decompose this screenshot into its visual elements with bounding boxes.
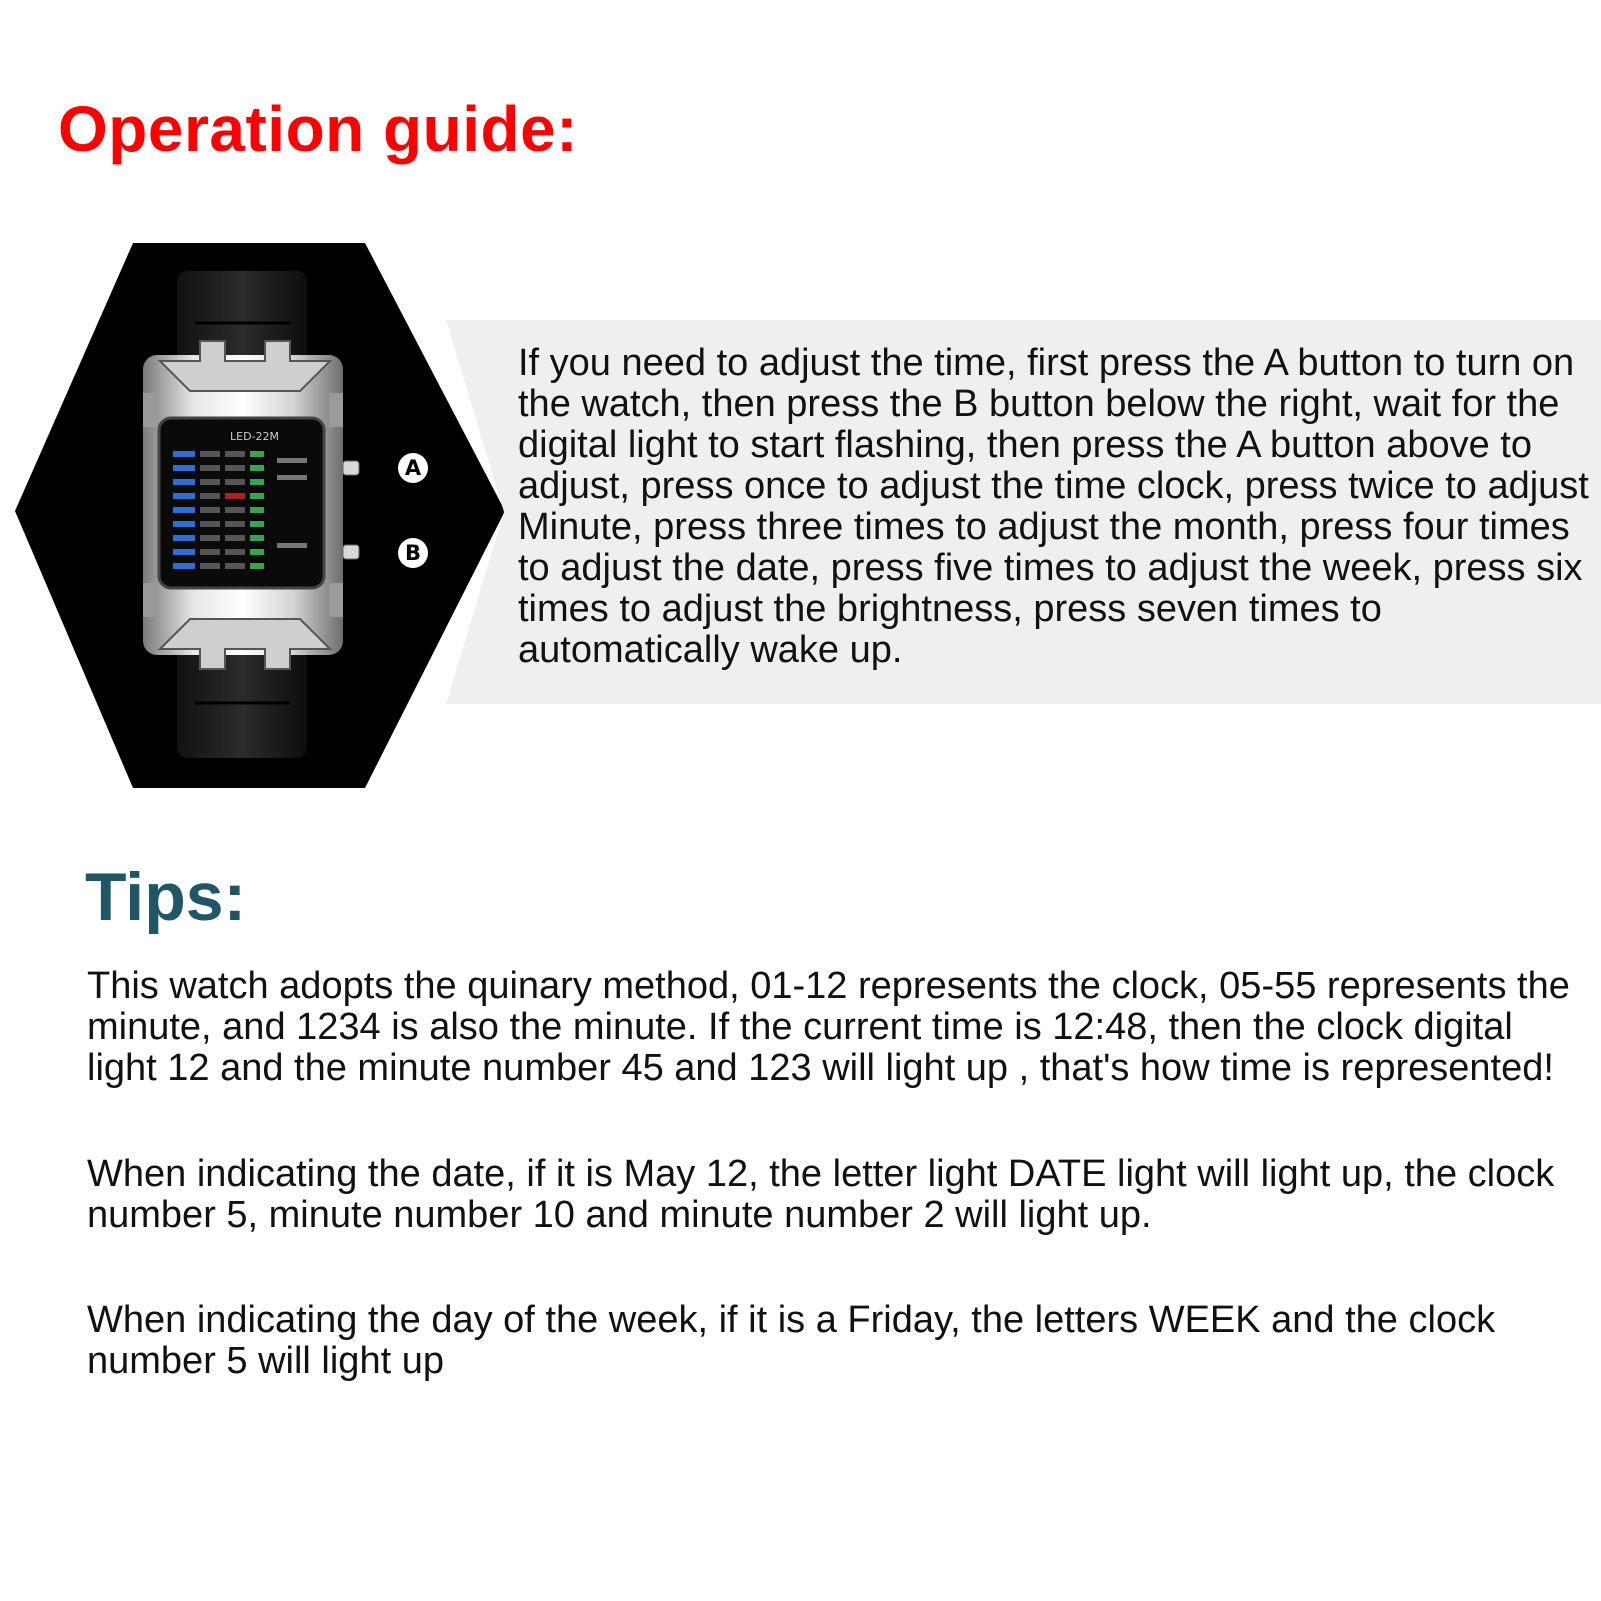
button-b-label: B: [404, 541, 422, 565]
button-a-label: A: [404, 456, 422, 480]
tip-paragraph: This watch adopts the quinary method, 01-12 represents the clock, 05-55 represents the minute, and 1234 is also the minute. If the current time is 12:48, then the clock digital light 12 and the minute number 45 and 123 will light up , that's how time is represented!: [87, 965, 1570, 1089]
page-title: Operation guide:: [58, 93, 578, 165]
tip-paragraph: When indicating the day of the week, if it is a Friday, the letters WEEK and the clock number 5 will light up: [87, 1299, 1496, 1382]
tips-title: Tips:: [85, 859, 247, 935]
screen-label: LED-22M: [230, 430, 280, 443]
watch-image: [15, 243, 505, 788]
button-b-knob: [343, 545, 359, 559]
guide-text: If you need to adjust the time, first press the A button to turn on the watch, then press the B button below the right, wait for the digital light to start flashing, then press the A button above to adjust, press once to adjust the time clock, press twice to adjust Minute, press three times to adjust the month, press four times to adjust the date, press five times to adjust the week, press six times to adjust the brightness, press seven times to automatically wake up.: [518, 342, 1589, 671]
button-a-knob: [343, 461, 359, 475]
tip-paragraph: When indicating the date, if it is May 12, the letter light DATE light will light up, the clock number 5, minute number 10 and minute number 2 will light up.: [87, 1153, 1555, 1236]
watch-screen: [159, 418, 324, 588]
led-watch-illustration-icon: [15, 243, 505, 788]
